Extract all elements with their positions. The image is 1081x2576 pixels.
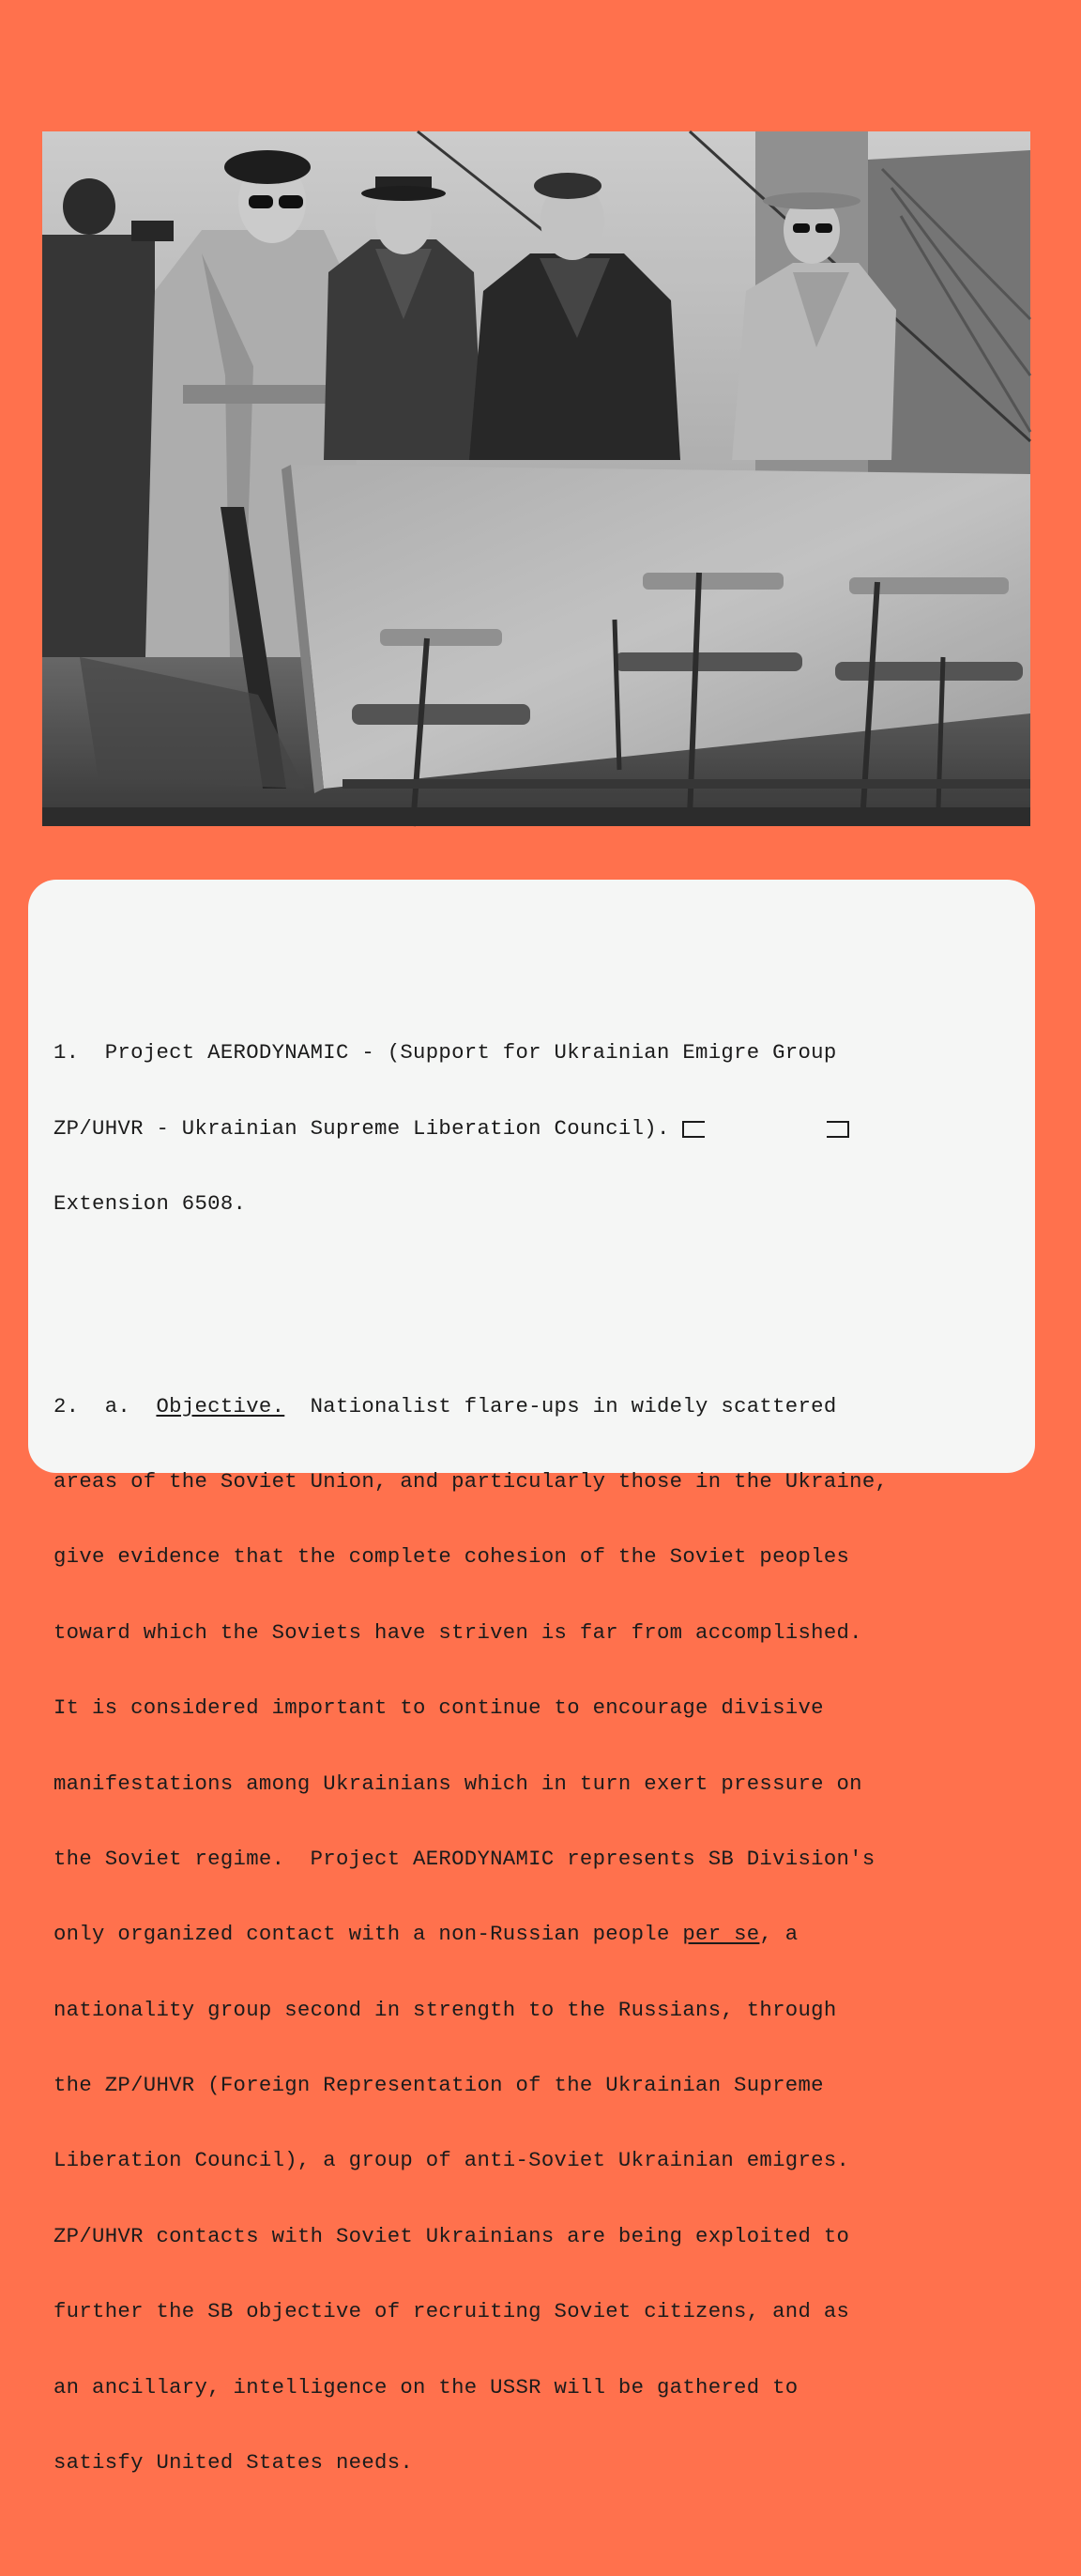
para2-line8-pre: only organized contact with a non-Russian people [53,1922,683,1947]
para2-line10: the ZP/UHVR (Foreign Representation of the Ukrainian Supreme [53,2073,824,2098]
photograph [42,131,1030,826]
para2-line8-post: , a [759,1922,799,1947]
para1-line2 [53,1116,1011,1142]
para1-line1: 1. Project AERODYNAMIC - (Support for Ukrainian Emigre Group [53,1040,837,1066]
para2-line12: ZP/UHVR contacts with Soviet Ukrainians are being exploited to [53,2223,850,2248]
para2-line6: manifestations among Ukrainians which in turn exert pressure on [53,1771,862,1796]
para2-line11: Liberation Council), a group of anti-Soviet Ukrainian emigres. [53,2148,850,2173]
para2-line9: nationality group second in strength to the Russians, through [53,1997,837,2022]
para2-line1 [53,1394,1011,1419]
document-card [28,880,1035,2476]
paragraph-2 [53,1343,1011,2525]
para2-line15: satisfy United States needs. [53,2450,414,2476]
black-and-white-photo [42,131,1030,826]
para1-line2-text: ZP/UHVR - Ukrainian Supreme Liberation Council). [53,1115,670,1141]
para2-line7: the Soviet regime. Project AERODYNAMIC represents SB Division's [53,1846,875,1871]
para2-line13: further the SB objective of recruiting Soviet citizens, and as [53,2299,850,2324]
per-se-emphasis: per se [682,1922,760,1947]
document-text [53,940,1011,2576]
para2-line1-pre: 2. a. [53,1393,157,1418]
para2-line2: areas of the Soviet Union, and particularly those in the Ukraine, [53,1468,889,1494]
objective-heading: Objective. [156,1393,285,1418]
para2-line4: toward which the Soviets have striven is far from accomplished. [53,1619,862,1645]
paragraph-1 [53,990,1011,1267]
para2-line3: give evidence that the complete cohesion of the Soviet peoples [53,1544,850,1570]
para2-line14: an ancillary, intelligence on the USSR will be gathered to [53,2374,799,2400]
para1-line3: Extension 6508. [53,1190,247,1216]
para2-line8 [53,1922,1011,1947]
para2-line5: It is considered important to continue to encourage divisive [53,1695,824,1721]
redaction-bracket [682,1119,860,1138]
para2-line1-post: Nationalist flare-ups in widely scattered [284,1393,837,1418]
